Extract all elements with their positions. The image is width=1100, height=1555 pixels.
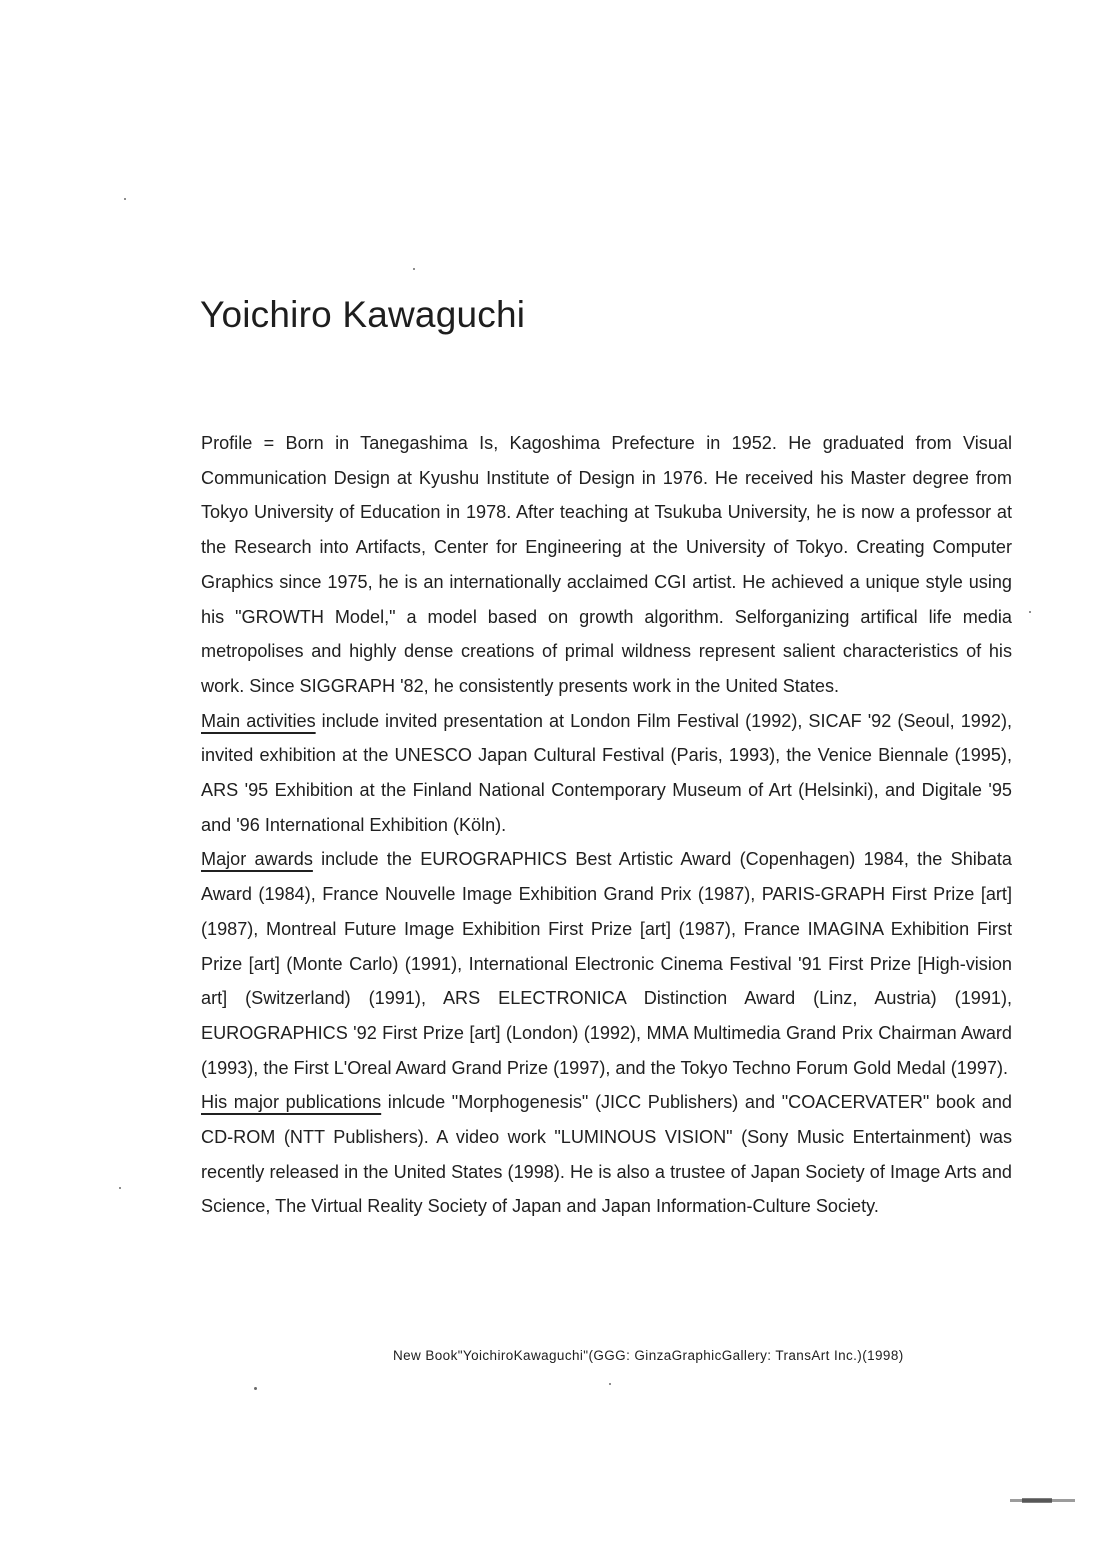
document-title: Yoichiro Kawaguchi — [200, 294, 526, 335]
scan-speck — [609, 1383, 611, 1385]
activities-paragraph — [201, 704, 1012, 843]
scan-speck — [254, 1387, 257, 1390]
activities-heading: Main activities — [201, 710, 316, 731]
scan-speck — [1029, 611, 1031, 613]
source-citation: New Book"YoichiroKawaguchi"(GGG: GinzaGraphicGallery: TransArt Inc.)(1998) — [393, 1348, 904, 1363]
awards-text: include the EUROGRAPHICS Best Artistic Award (Copenhagen) 1984, the Shibata Award (1984), France Nouvelle Image Exhibition Grand Prix (1987), PARIS-GRAPH First Prize [art] (1987), Montreal Future Image Exhibition First Prize [art] (1987), France IMAGINA Exhibition First Prize [art] (Monte Carlo) (1991), International Electronic Cinema Festival '91 First Prize [High-vision art] (Switzerland) (1991), ARS ELECTRONICA Distinction Award (Linz, Austria) (1991), EUROGRAPHICS '92 First Prize [art] (London) (1992), MMA Multimedia Grand Prix Chairman Award (1993), the First L'Oreal Award Grand Prize (1997), and the Tokyo Techno Forum Gold Medal (1997). — [201, 849, 1012, 1078]
publications-text: inlcude "Morphogenesis" (JICC Publishers) and "COACERVATER" book and CD-ROM (NTT Publishers). A video work "LUMINOUS VISION" (Sony Music Entertainment) was recently released in the United States (1998). He is also a trustee of Japan Society of Image Arts and Science, The Virtual Reality Society of Japan and Japan Information-Culture Society. — [201, 1092, 1012, 1217]
scan-speck — [119, 1187, 121, 1189]
activities-text: include invited presentation at London Film Festival (1992), SICAF '92 (Seoul, 1992), invited exhibition at the UNESCO Japan Cultural Festival (Paris, 1993), the Venice Biennale (1995), ARS '95 Exhibition at the Finland National Contemporary Museum of Art (Helsinki), and Digitale '95 and '96 International Exhibition (Köln). — [201, 710, 1013, 835]
publications-heading: His major publications — [201, 1092, 382, 1113]
scan-speck — [124, 198, 126, 200]
scan-speck — [413, 268, 415, 270]
scan-smudge — [1010, 1498, 1075, 1503]
awards-paragraph — [201, 842, 1012, 1085]
awards-heading: Major awards — [201, 849, 313, 870]
publications-paragraph — [201, 1085, 1012, 1224]
biography-body — [201, 426, 1012, 1224]
profile-paragraph: Profile = Born in Tanegashima Is, Kagoshima Prefecture in 1952. He graduated from Visual Communication Design at Kyushu Institute of Design in 1976. He received his Master degree from Tokyo University of Education in 1978. After teaching at Tsukuba University, he is now a professor at the Research into Artifacts, Center for Engineering at the University of Tokyo. Creating Computer Graphics since 1975, he is an internationally acclaimed CGI artist. He achieved a unique style using his "GROWTH Model," a model based on growth algorithm. Selforganizing artifical life media metropolises and highly dense creations of primal wildness represent salient characteristics of his work. Since SIGGRAPH '82, he consistently presents work in the United States. — [201, 433, 1012, 696]
